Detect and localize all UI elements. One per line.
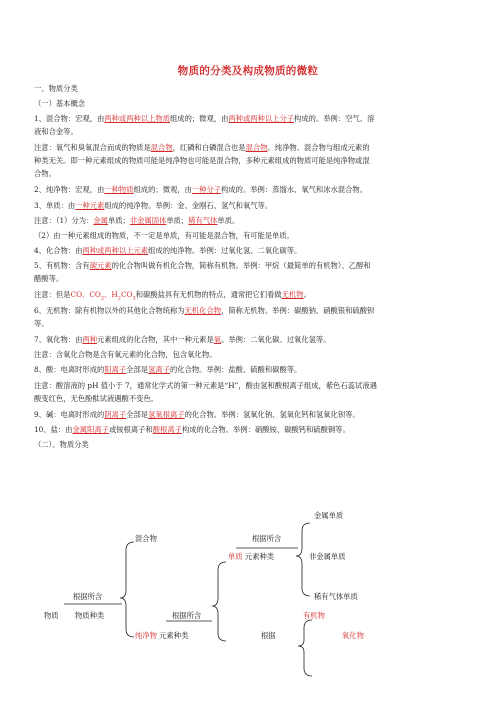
note-elemental-2: （2）由一种元素组成的物质，不一定是单质，有可能是混合物，有可能是单质。 (34, 231, 295, 240)
paragraph-acid: 8、酸：电离时形成的阳离子全部是氢离子的化合物。举例：盐酸、硫酸和碳酸等。 (34, 365, 302, 374)
diagram-substance-kind: 物质种类 (75, 611, 105, 620)
paragraph-compound: 4、化合物：由两种或两种以上元素组成的纯净物。举例：过氧化氢、二氧化碳等。 (34, 246, 302, 255)
diagram-mixture: 混合物 (135, 534, 157, 543)
diagram-basis-substance: 根据所含 (73, 592, 103, 601)
note-mixture-end: 合物。 (34, 169, 56, 178)
note-acid: 注意：酸溶液的 pH 值小于 7，通常化学式的第一种元素是“H”，酸由氢和酸根离子组成，紫色石蕊试液遇 (34, 381, 377, 390)
diagram-basis-compound: 根据 (261, 631, 276, 640)
page-title: 物质的分类及构成物质的微粒 (177, 65, 319, 77)
paragraph-organic: 5、有机物：含有碳元素的化合物叫做有机化合物，简称有机物。举例：甲烷（最简单的有机物）、乙醇和 (34, 261, 371, 270)
diagram-noble-gas-elemental: 稀有气体单质 (314, 592, 358, 601)
diagram-nonmetal-elemental: 非金属单质 (309, 552, 346, 561)
paragraph-inorganic-cont: 等。 (34, 319, 49, 328)
diagram-substance: 物质 (44, 611, 59, 620)
paragraph-salt: 10、盐：由金属阳离子或铵根离子和酸根离子构成的化合物。举例：硝酸铵、碳酸钙和硫酸铜等。 (34, 425, 350, 434)
diagram-elemental-substance: 单质 元素种类 (228, 552, 275, 561)
note-oxide: 注意：含氧化合物是含有氧元素的化合物，包含氧化物。 (34, 350, 217, 359)
note-mixture-cont: 种类无关。即一种元素组成的物质可能是纯净物也可能是混合物，多种元素组成的物质可能是纯净物或混 (34, 156, 370, 165)
section-heading-classification: 一、物质分类 (34, 84, 78, 93)
note-organic: 注意：但是CO、$CO_2$、$H_2CO_3$和碳酸盐具有无机物的特点，通常把它们看做无机物。 (34, 290, 311, 302)
note-elemental: 注意：（1）分为：金属单质；非金属固体单质；稀有气体单质。 (34, 216, 240, 225)
diagram-metal-elemental: 金属单质 (314, 511, 344, 520)
diagram-basis-elemental: 根据所含 (252, 534, 282, 543)
paragraph-pure-substance: 2、纯净物：宏观，由一种物质组成的；微观，由一种分子构成的。举例：蒸馏水、氧气和冰水混合物。 (34, 185, 368, 194)
subsection-heading-classification: （二）、物质分类 (34, 440, 89, 449)
subsection-heading-basic-concepts: （一）基本概念 (34, 99, 86, 108)
diagram-basis-pure: 根据所含 (172, 611, 202, 620)
note-mixture: 注意：氧气和臭氧混合而成的物质是混合物，红磷和白磷混合也是混合物。纯净物、混合物与组成元素的 (34, 143, 370, 152)
paragraph-inorganic: 6、无机物：除有机物以外的其他化合物统称为无机化合物，简称无机物。举例：碳酸钠、硝酸银和硫酸钡 (34, 306, 375, 315)
paragraph-oxide: 7、氧化物：由两种元素组成的化合物，其中一种元素是氧。举例：二氧化碳、过氧化氢等。 (34, 335, 331, 344)
paragraph-elemental: 3、单质：由一种元素组成的纯净物。举例：金、金刚石、氢气和氧气等。 (34, 201, 273, 210)
diagram-oxide: 氧化物 (342, 631, 364, 640)
paragraph-base: 9、碱：电离时形成的阴离子全部是氢氧根离子的化合物。举例：氢氧化钠、氢氧化钙和氢氧化钡等。 (34, 410, 360, 419)
paragraph-organic-cont: 醋酸等。 (34, 274, 64, 283)
note-acid-cont: 酸变红色，无色酚酞试液遇酸不变色。 (34, 394, 159, 403)
paragraph-mixture-cont: 液和合金等。 (34, 127, 78, 136)
paragraph-mixture: 1、混合物：宏观，由两种或两种以上物质组成的；微观，由两种或两种以上分子构成的。举例：空气、溶 (34, 114, 375, 123)
diagram-organic: 有机物 (303, 611, 325, 620)
diagram-pure-substance: 纯净物 元素种类 (135, 631, 189, 640)
